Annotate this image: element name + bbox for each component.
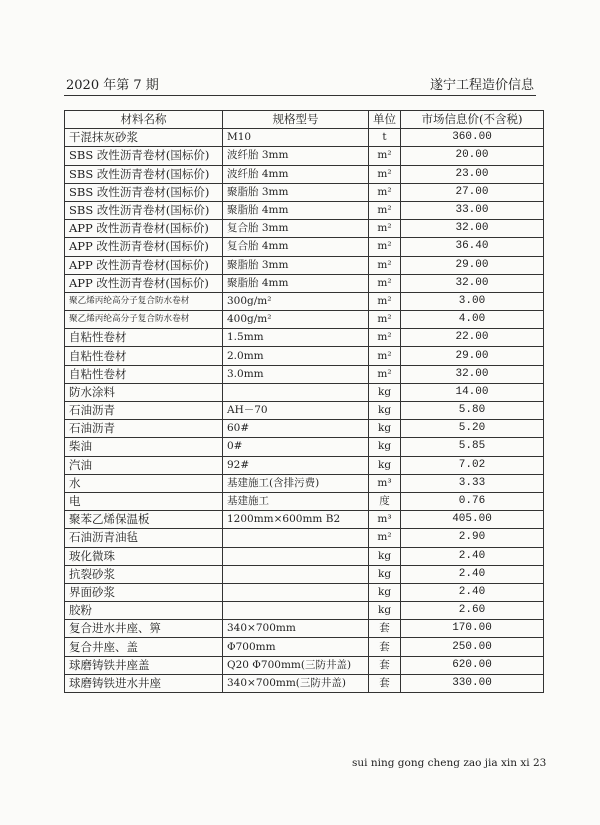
- issue-label: 2020 年第 7 期: [66, 78, 159, 93]
- spec-cell: 92#: [223, 456, 369, 474]
- price-cell: 2.40: [401, 583, 544, 601]
- header-divider: [64, 95, 536, 96]
- material-name-cell: 柴油: [65, 438, 223, 456]
- unit-cell: m²: [369, 183, 401, 201]
- table-header-row: [65, 111, 544, 129]
- spec-cell: 400g/m²: [223, 311, 369, 329]
- price-cell: 5.80: [401, 402, 544, 420]
- spec-cell: 复合胎 3mm: [223, 220, 369, 238]
- table-row: [65, 129, 544, 147]
- spec-cell: 波纤胎 3mm: [223, 147, 369, 165]
- table-row: [65, 529, 544, 547]
- material-name-cell: 聚苯乙烯保温板: [65, 511, 223, 529]
- material-name-cell: 抗裂砂浆: [65, 565, 223, 583]
- table-row: [65, 347, 544, 365]
- price-table: [64, 110, 544, 693]
- unit-cell: m²: [369, 201, 401, 219]
- unit-cell: m²: [369, 347, 401, 365]
- spec-cell: 聚脂胎 4mm: [223, 274, 369, 292]
- spec-cell: [223, 602, 369, 620]
- table-row: [65, 311, 544, 329]
- spec-cell: 聚脂胎 3mm: [223, 256, 369, 274]
- unit-cell: m²: [369, 220, 401, 238]
- spec-cell: 60#: [223, 420, 369, 438]
- spec-cell: M10: [223, 129, 369, 147]
- material-name-cell: SBS 改性沥青卷材(国标价): [65, 165, 223, 183]
- spec-cell: 聚脂胎 4mm: [223, 201, 369, 219]
- unit-cell: m²: [369, 329, 401, 347]
- price-cell: 36.40: [401, 238, 544, 256]
- unit-cell: m²: [369, 365, 401, 383]
- unit-cell: 套: [369, 620, 401, 638]
- price-cell: 33.00: [401, 201, 544, 219]
- material-name-cell: APP 改性沥青卷材(国标价): [65, 238, 223, 256]
- spec-cell: Q20 Φ700mm(三防井盖): [223, 656, 369, 674]
- unit-cell: m²: [369, 256, 401, 274]
- price-cell: 3.00: [401, 292, 544, 310]
- unit-cell: kg: [369, 602, 401, 620]
- material-name-cell: 聚乙烯丙纶高分子复合防水卷材: [65, 311, 223, 329]
- material-name-cell: 水: [65, 474, 223, 492]
- unit-cell: kg: [369, 420, 401, 438]
- unit-cell: t: [369, 129, 401, 147]
- unit-cell: kg: [369, 565, 401, 583]
- price-cell: 14.00: [401, 383, 544, 401]
- unit-cell: kg: [369, 547, 401, 565]
- spec-cell: 1200mm×600mm B2: [223, 511, 369, 529]
- price-cell: 330.00: [401, 674, 544, 692]
- price-cell: 2.90: [401, 529, 544, 547]
- spec-cell: AH－70: [223, 402, 369, 420]
- spec-cell: 340×700mm(三防井盖): [223, 674, 369, 692]
- unit-cell: m²: [369, 292, 401, 310]
- unit-cell: m³: [369, 511, 401, 529]
- spec-cell: 波纤胎 4mm: [223, 165, 369, 183]
- price-cell: 32.00: [401, 274, 544, 292]
- material-name-cell: 球磨铸铁井座盖: [65, 656, 223, 674]
- unit-cell: 套: [369, 674, 401, 692]
- material-name-cell: 防水涂料: [65, 383, 223, 401]
- unit-cell: m²: [369, 165, 401, 183]
- table-row: [65, 674, 544, 692]
- unit-cell: m²: [369, 529, 401, 547]
- unit-cell: m²: [369, 238, 401, 256]
- material-name-cell: 石油沥青: [65, 420, 223, 438]
- price-cell: 405.00: [401, 511, 544, 529]
- unit-cell: m²: [369, 274, 401, 292]
- price-cell: 2.40: [401, 565, 544, 583]
- table-row: [65, 274, 544, 292]
- spec-cell: [223, 547, 369, 565]
- material-name-cell: 电: [65, 492, 223, 510]
- table-row: [65, 402, 544, 420]
- material-name-cell: SBS 改性沥青卷材(国标价): [65, 147, 223, 165]
- unit-cell: kg: [369, 402, 401, 420]
- unit-cell: kg: [369, 383, 401, 401]
- column-header-name: 材料名称: [65, 111, 223, 129]
- table-row: [65, 292, 544, 310]
- material-name-cell: APP 改性沥青卷材(国标价): [65, 220, 223, 238]
- table-row: [65, 220, 544, 238]
- table-row: [65, 420, 544, 438]
- page-footer: sui ning gong cheng zao jia xin xi 23: [352, 757, 547, 769]
- column-header-unit: 单位: [369, 111, 401, 129]
- column-header-spec: 规格型号: [223, 111, 369, 129]
- spec-cell: [223, 529, 369, 547]
- material-name-cell: APP 改性沥青卷材(国标价): [65, 256, 223, 274]
- material-name-cell: 自粘性卷材: [65, 329, 223, 347]
- unit-cell: 度: [369, 492, 401, 510]
- price-cell: 5.20: [401, 420, 544, 438]
- spec-cell: 基建施工: [223, 492, 369, 510]
- price-cell: 170.00: [401, 620, 544, 638]
- material-name-cell: 胶粉: [65, 602, 223, 620]
- table-row: [65, 438, 544, 456]
- price-cell: 620.00: [401, 656, 544, 674]
- table-row: [65, 474, 544, 492]
- table-row: [65, 201, 544, 219]
- table-row: [65, 656, 544, 674]
- price-cell: 29.00: [401, 347, 544, 365]
- table-row: [65, 583, 544, 601]
- table-row: [65, 147, 544, 165]
- table-row: [65, 183, 544, 201]
- spec-cell: 340×700mm: [223, 620, 369, 638]
- material-name-cell: 聚乙烯丙纶高分子复合防水卷材: [65, 292, 223, 310]
- material-name-cell: 干混抹灰砂浆: [65, 129, 223, 147]
- material-name-cell: 复合井座、盖: [65, 638, 223, 656]
- price-cell: 2.40: [401, 547, 544, 565]
- unit-cell: m³: [369, 474, 401, 492]
- table-row: [65, 238, 544, 256]
- unit-cell: kg: [369, 583, 401, 601]
- spec-cell: 2.0mm: [223, 347, 369, 365]
- material-name-cell: 界面砂浆: [65, 583, 223, 601]
- spec-cell: [223, 583, 369, 601]
- table-row: [65, 638, 544, 656]
- spec-cell: 基建施工(含排污费): [223, 474, 369, 492]
- price-cell: 32.00: [401, 220, 544, 238]
- price-cell: 29.00: [401, 256, 544, 274]
- table-row: [65, 365, 544, 383]
- material-name-cell: 球磨铸铁进水井座: [65, 674, 223, 692]
- unit-cell: m²: [369, 311, 401, 329]
- price-cell: 7.02: [401, 456, 544, 474]
- table-row: [65, 256, 544, 274]
- table-row: [65, 602, 544, 620]
- table-row: [65, 456, 544, 474]
- price-cell: 4.00: [401, 311, 544, 329]
- spec-cell: [223, 383, 369, 401]
- spec-cell: [223, 565, 369, 583]
- unit-cell: m²: [369, 147, 401, 165]
- material-name-cell: 自粘性卷材: [65, 365, 223, 383]
- spec-cell: 1.5mm: [223, 329, 369, 347]
- table-row: [65, 565, 544, 583]
- material-name-cell: 自粘性卷材: [65, 347, 223, 365]
- table-row: [65, 620, 544, 638]
- material-name-cell: 石油沥青: [65, 402, 223, 420]
- material-name-cell: 复合进水井座、箅: [65, 620, 223, 638]
- price-cell: 27.00: [401, 183, 544, 201]
- material-name-cell: APP 改性沥青卷材(国标价): [65, 274, 223, 292]
- spec-cell: 0#: [223, 438, 369, 456]
- material-name-cell: SBS 改性沥青卷材(国标价): [65, 201, 223, 219]
- price-cell: 23.00: [401, 165, 544, 183]
- price-cell: 0.76: [401, 492, 544, 510]
- price-cell: 22.00: [401, 329, 544, 347]
- table-row: [65, 492, 544, 510]
- price-cell: 2.60: [401, 602, 544, 620]
- material-name-cell: 汽油: [65, 456, 223, 474]
- price-cell: 32.00: [401, 365, 544, 383]
- unit-cell: 套: [369, 656, 401, 674]
- price-cell: 360.00: [401, 129, 544, 147]
- column-header-price: 市场信息价(不含税): [401, 111, 544, 129]
- material-name-cell: 石油沥青油毡: [65, 529, 223, 547]
- spec-cell: 复合胎 4mm: [223, 238, 369, 256]
- unit-cell: 套: [369, 638, 401, 656]
- material-name-cell: SBS 改性沥青卷材(国标价): [65, 183, 223, 201]
- material-name-cell: 玻化微珠: [65, 547, 223, 565]
- unit-cell: kg: [369, 456, 401, 474]
- table-row: [65, 511, 544, 529]
- table-row: [65, 383, 544, 401]
- spec-cell: 聚脂胎 3mm: [223, 183, 369, 201]
- table-row: [65, 329, 544, 347]
- price-cell: 250.00: [401, 638, 544, 656]
- price-cell: 5.85: [401, 438, 544, 456]
- spec-cell: Φ700mm: [223, 638, 369, 656]
- spec-cell: 3.0mm: [223, 365, 369, 383]
- table-row: [65, 165, 544, 183]
- publication-title: 遂宁工程造价信息: [429, 78, 534, 93]
- spec-cell: 300g/m²: [223, 292, 369, 310]
- unit-cell: kg: [369, 438, 401, 456]
- price-cell: 3.33: [401, 474, 544, 492]
- price-cell: 20.00: [401, 147, 544, 165]
- table-row: [65, 547, 544, 565]
